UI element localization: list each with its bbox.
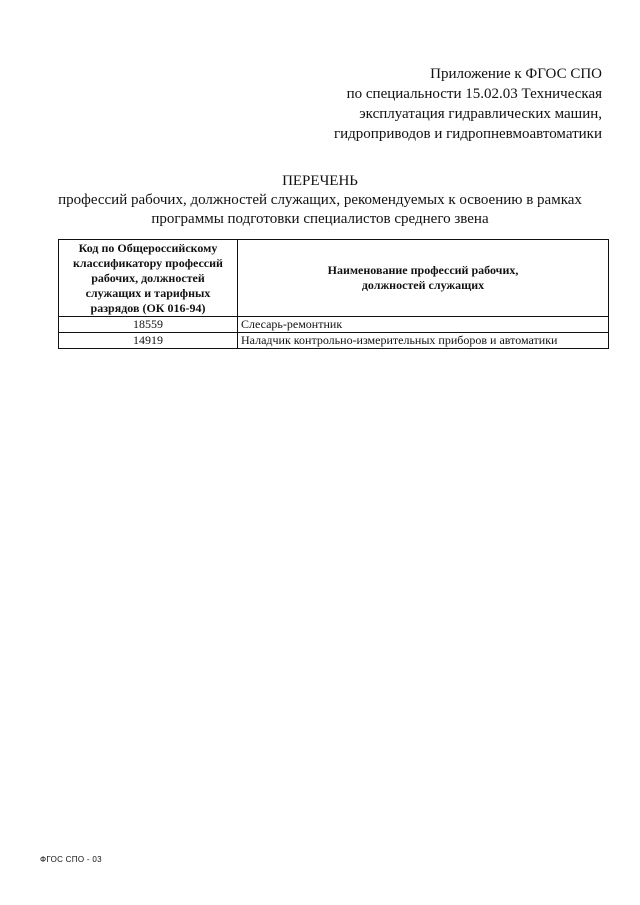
profession-name: Слесарь-ремонтник	[238, 317, 609, 333]
table-row	[59, 317, 609, 333]
page-title: ПЕРЕЧЕНЬ	[282, 173, 358, 189]
table-header-row	[59, 240, 609, 317]
profession-name: Наладчик контрольно-измерительных приборов и автоматики	[238, 333, 609, 349]
header-text-line: Наименование профессий рабочих,	[327, 263, 519, 277]
profession-code: 18559	[59, 317, 238, 333]
header-text-line: служащих и тарифных	[85, 285, 211, 300]
profession-code: 14919	[59, 333, 238, 349]
header-text-line: классификатору профессий	[73, 255, 223, 270]
header-text-line: рабочих, должностей	[91, 270, 205, 285]
page-footer: ФГОС СПО - 03	[40, 855, 102, 864]
subtitle-line: профессий рабочих, должностей служащих, рекомендуемых к освоению в рамках	[58, 192, 582, 208]
column-header-code	[59, 240, 238, 317]
subtitle-line: программы подготовки специалистов среднего звена	[151, 211, 489, 227]
table-row	[59, 333, 609, 349]
header-line: гидроприводов и гидропневмоавтоматики	[334, 126, 602, 142]
page-subtitle	[40, 191, 600, 229]
header-line: эксплуатация гидравлических машин,	[359, 106, 602, 122]
header-text-line: должностей служащих	[361, 278, 485, 292]
professions-table	[58, 239, 609, 349]
column-header-name	[238, 240, 609, 317]
header-text-line: разрядов (ОК 016-94)	[90, 300, 206, 315]
header-line: Приложение к ФГОС СПО	[430, 66, 602, 82]
header-text-line: Код по Общероссийскому	[78, 240, 218, 255]
header-line: по специальности 15.02.03 Техническая	[346, 86, 602, 102]
document-header	[334, 64, 602, 144]
